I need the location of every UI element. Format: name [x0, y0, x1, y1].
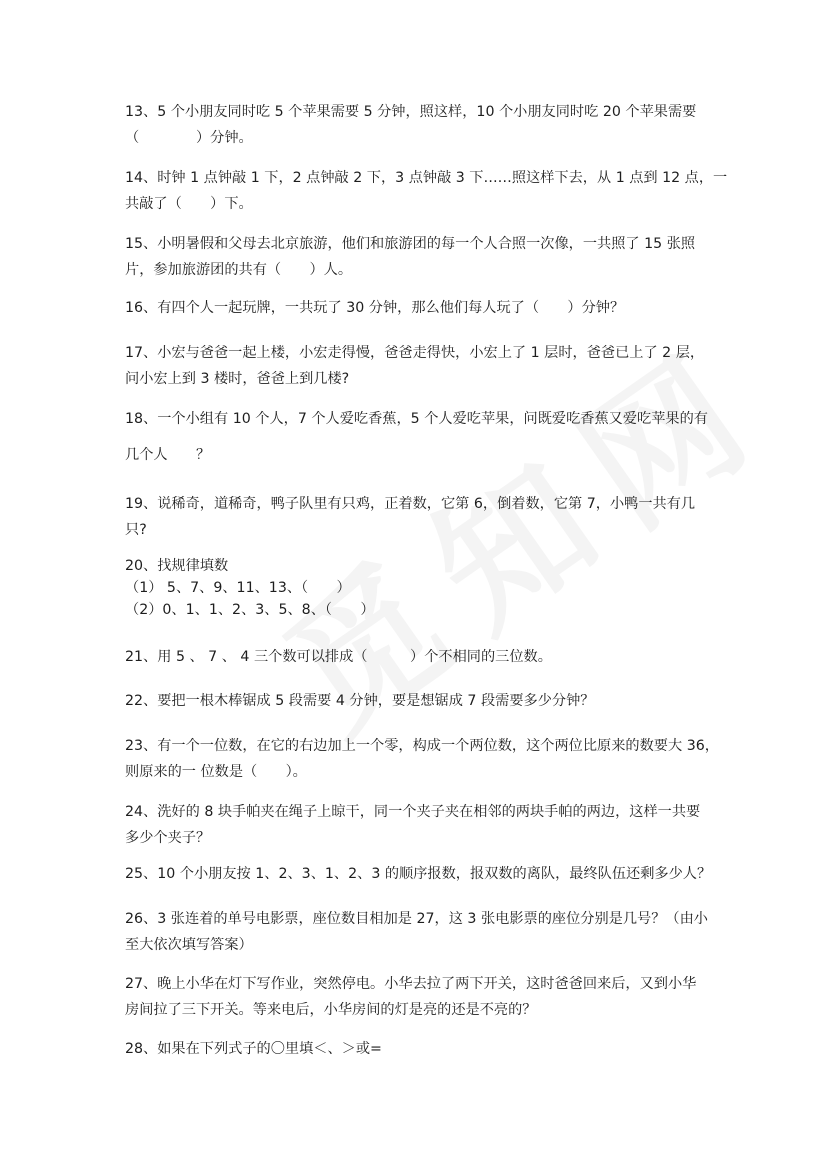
question-20 [125, 555, 715, 621]
question-18 [125, 406, 715, 432]
question-14 [125, 165, 728, 217]
question-line: 14、时钟 1 点钟敲 1 下，2 点钟敲 2 下，3 点钟敲 3 下……照这样下去，从 1 点到 12 点，一 [125, 170, 728, 186]
question-line: （1） 5、7、9、11、13、（ ） [125, 580, 351, 596]
question-line: 22、要把一根木棒锯成 5 段需要 4 分钟，要是想锯成 7 段需要多少分钟？ [125, 693, 595, 709]
question-line: 19、说稀奇，道稀奇，鸭子队里有只鸡，正着数，它第 6，倒着数，它第 7，小鸭一共有几 [125, 496, 696, 512]
question-18-continued [125, 442, 715, 468]
question-line: 片，参加旅游团的共有（ ）人。 [125, 262, 353, 278]
question-line: 只? [125, 522, 147, 538]
question-13 [125, 99, 715, 151]
question-line: 25、10 个小朋友按 1、2、3、1、2、3 的顺序报数，报双数的离队，最终队伍还剩多少人？ [125, 866, 712, 882]
question-line: （2）0、1、1、2、3、5、8、（ ） [125, 602, 375, 618]
question-line: 27、晚上小华在灯下写作业，突然停电。小华去拉了两下开关，这时爸爸回来后，又到小华 [125, 976, 697, 992]
question-28 [125, 1036, 715, 1062]
question-26 [125, 906, 715, 958]
question-line: 问小宏上到 3 楼时，爸爸上到几楼? [125, 371, 350, 387]
question-line: 24、洗好的 8 块手帕夹在绳子上晾干，同一个夹子夹在相邻的两块手帕的两边，这样一共要 [125, 804, 701, 820]
question-line: 则原来的一 位数是（ ）。 [125, 764, 307, 780]
question-27 [125, 971, 715, 1023]
question-24 [125, 799, 715, 851]
question-line: 20、找规律填数 [125, 558, 229, 574]
question-line: 13、5 个小朋友同时吃 5 个苹果需要 5 分钟，照这样，10 个小朋友同时吃 20 个苹果需要 [125, 104, 697, 120]
question-line: 15、小明暑假和父母去北京旅游，他们和旅游团的每一个人合照一次像，一共照了 15 张照 [125, 236, 696, 252]
question-line: 至大依次填写答案） [125, 937, 253, 953]
question-line: 28、如果在下列式子的〇里填＜、＞或= [125, 1041, 382, 1057]
question-23 [125, 733, 719, 785]
question-line: （ ）分钟。 [125, 130, 253, 146]
question-25 [125, 861, 715, 887]
question-line: 16、有四个人一起玩牌，一共玩了 30 分钟，那么他们每人玩了（ ）分钟？ [125, 300, 625, 316]
question-line: 17、小宏与爸爸一起上楼，小宏走得慢，爸爸走得快，小宏上了 1 层时，爸爸已上了 2 层， [125, 345, 705, 361]
question-19 [125, 491, 715, 543]
question-line: 几个人 ？ [125, 447, 211, 463]
question-line: 共敲了（ ）下。 [125, 196, 253, 212]
question-16 [125, 295, 715, 321]
question-line: 26、3 张连着的单号电影票，座位数目相加是 27，这 3 张电影票的座位分别是几号？（由小 [125, 911, 708, 927]
question-15 [125, 231, 715, 283]
question-22 [125, 688, 715, 714]
question-line: 房间拉了三下开关。等来电后，小华房间的灯是亮的还是不亮的？ [125, 1002, 537, 1018]
question-17 [125, 340, 715, 392]
question-line: 23、有一个一位数，在它的右边加上一个零，构成一个两位数，这个两位比原来的数要大 36， [125, 738, 719, 754]
question-21 [125, 644, 715, 670]
question-line: 21、用 5 、 7 、 4 三个数可以排成（ ）个不相同的三位数。 [125, 649, 552, 665]
question-line: 18、一个小组有 10 个人，7 个人爱吃香蕉，5 个人爱吃苹果，问既爱吃香蕉又爱吃苹果的有 [125, 411, 708, 427]
question-line: 多少个夹子？ [125, 830, 211, 846]
